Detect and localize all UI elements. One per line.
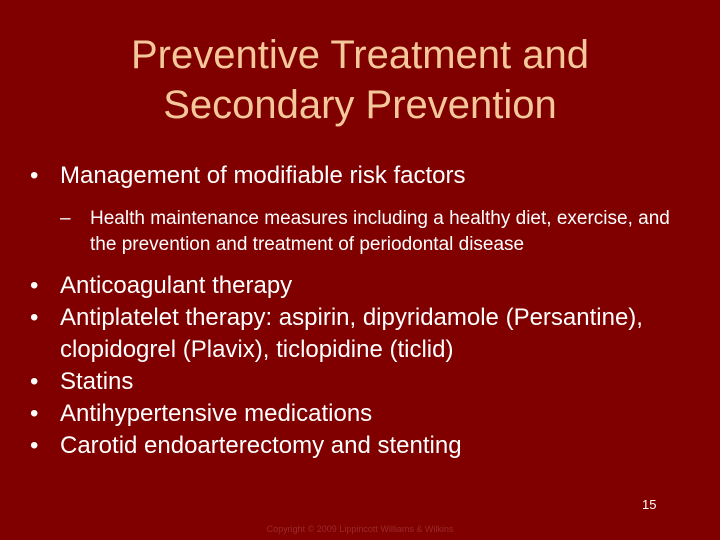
bullet-item xyxy=(30,366,700,398)
bullet-marker: • xyxy=(30,400,39,427)
bullet-text: Statins xyxy=(60,368,134,395)
bullet-marker: • xyxy=(30,432,39,459)
bullet-item xyxy=(30,270,700,302)
title-line-1: Preventive Treatment and xyxy=(130,33,590,77)
page-number: 15 xyxy=(642,497,657,512)
sub-bullet-text: Health maintenance measures including a healthy diet, exercise, and the prevention and treatment of periodontal disease xyxy=(90,208,670,255)
sub-bullet-marker: – xyxy=(60,208,71,229)
copyright-notice: Copyright © 2009 Lippincott Williams & Wilkins xyxy=(266,524,454,534)
bullet-text: Antiplatelet therapy: aspirin, dipyridamole (Persantine), clopidogrel (Plavix), ticlopidine (ticlid) xyxy=(60,304,643,363)
slide-title xyxy=(40,30,680,130)
bullet-item xyxy=(30,430,700,462)
bullet-marker: • xyxy=(30,162,39,189)
title-line-2: Secondary Prevention xyxy=(163,83,557,127)
bullet-text: Carotid endoarterectomy and stenting xyxy=(60,432,462,459)
bullet-text: Management of modifiable risk factors xyxy=(60,162,466,189)
bullet-text: Anticoagulant therapy xyxy=(60,272,293,299)
bullet-marker: • xyxy=(30,368,39,395)
bullet-text: Antihypertensive medications xyxy=(60,400,373,427)
sub-bullet-item xyxy=(30,206,700,258)
bullet-item xyxy=(30,302,700,366)
bullet-item xyxy=(30,160,700,192)
bullet-item xyxy=(30,398,700,430)
bullet-marker: • xyxy=(30,304,39,331)
bullet-list xyxy=(30,160,700,462)
bullet-marker: • xyxy=(30,272,39,299)
